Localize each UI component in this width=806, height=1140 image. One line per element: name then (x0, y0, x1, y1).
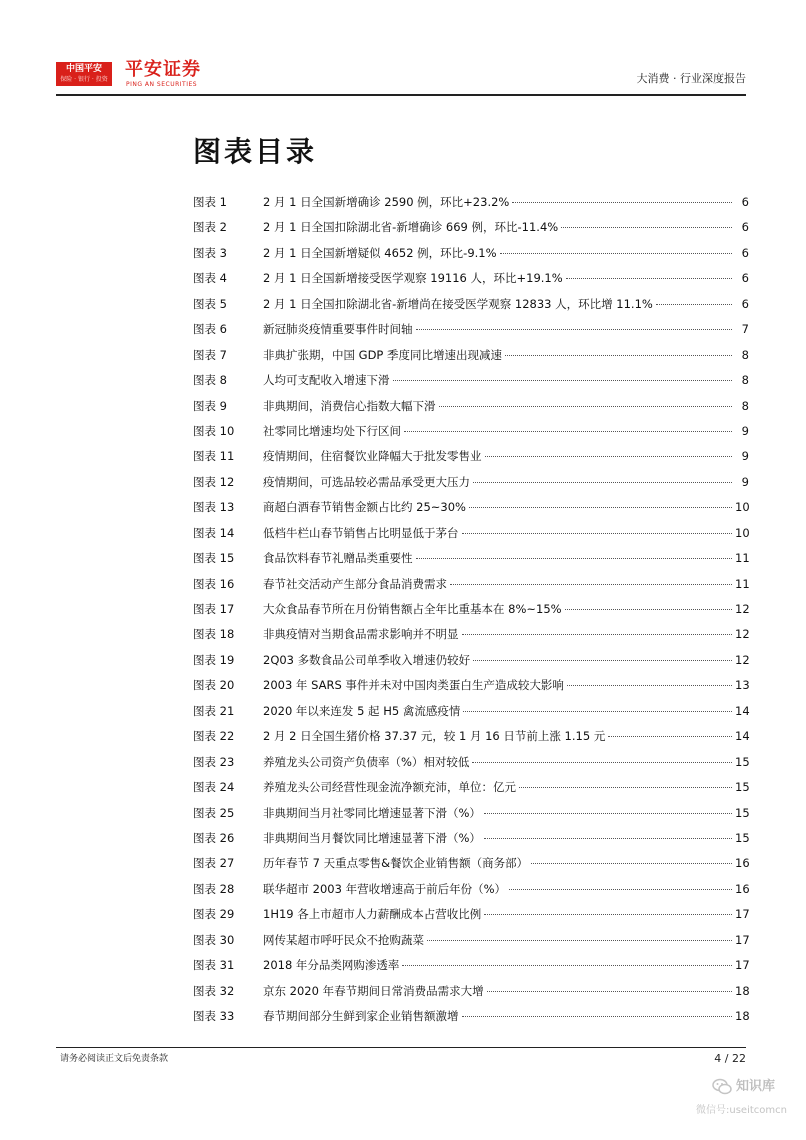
toc-entry-page: 12 (735, 627, 750, 642)
toc-dot-leader (462, 533, 733, 534)
toc-entry-title: 人均可支配收入增速下滑 (263, 373, 390, 388)
toc-entry-title: 食品饮料春节礼赠品类重要性 (263, 551, 413, 566)
toc-entry[interactable] (193, 881, 749, 906)
toc-entry-title: 春节期间部分生鲜到家企业销售额激增 (263, 1009, 459, 1023)
toc-entry-page: 6 (741, 220, 749, 235)
toc-entry-page: 9 (741, 474, 749, 489)
toc-entry-title: 大众食品春节所在月份销售额占全年比重基本在 8%~15% (263, 602, 562, 616)
toc-dot-leader (531, 863, 732, 864)
toc-dot-leader (519, 787, 732, 788)
toc-dot-leader (509, 889, 732, 890)
toc-entry-page: 16 (735, 856, 750, 871)
toc-entry-title: 京东 2020 年春节期间日常消费品需求大增 (263, 983, 484, 998)
toc-entry-label: 图表 6 (193, 322, 227, 337)
toc-entry-label: 图表 27 (193, 856, 235, 871)
page-header (0, 0, 806, 100)
toc-entry[interactable] (193, 601, 749, 626)
toc-entry[interactable] (193, 499, 749, 524)
page-number: 4 / 22 (714, 1052, 746, 1065)
toc-dot-leader (566, 278, 732, 279)
toc-entry[interactable] (193, 703, 749, 728)
toc-entry-title: 非典扩张期，中国 GDP 季度同比增速出现减速 (263, 347, 503, 362)
toc-entry-page: 7 (741, 322, 749, 337)
toc-entry[interactable] (193, 906, 749, 931)
toc-entry[interactable] (193, 728, 749, 753)
toc-dot-leader (427, 940, 732, 941)
toc-entry-page: 10 (735, 500, 750, 515)
toc-entry-page: 9 (741, 449, 749, 464)
toc-dot-leader (393, 380, 733, 381)
toc-entry[interactable] (193, 398, 749, 423)
toc-entry-page: 13 (735, 678, 750, 693)
toc-entry[interactable] (193, 474, 749, 499)
toc-entry[interactable] (193, 1008, 749, 1033)
toc-entry-page: 14 (735, 703, 750, 718)
toc-dot-leader (450, 584, 732, 585)
table-of-figures (193, 194, 749, 1033)
toc-entry-title: 2 月 1 日全国新增疑似 4652 例，环比-9.1% (263, 245, 497, 260)
toc-dot-leader (565, 609, 732, 610)
brand-name-cn: 平安证券 (125, 59, 201, 80)
toc-entry-label: 图表 2 (193, 220, 227, 235)
toc-dot-leader (484, 914, 732, 915)
toc-entry-page: 12 (735, 652, 750, 667)
toc-entry-page: 15 (735, 754, 750, 769)
toc-entry-page: 16 (735, 881, 750, 896)
toc-entry-page: 17 (735, 907, 750, 922)
toc-entry[interactable] (193, 754, 749, 779)
toc-entry-title: 2 月 2 日全国生猪价格 37.37 元，较 1 月 16 日节前上涨 1.15 元 (263, 729, 606, 744)
toc-entry-label: 图表 11 (193, 449, 235, 464)
toc-dot-leader (608, 736, 732, 737)
toc-entry-page: 14 (735, 729, 750, 744)
logo-bottom-text: 保险 · 银行 · 投资 (60, 76, 108, 83)
toc-entry-page: 17 (735, 958, 750, 973)
toc-entry[interactable] (193, 932, 749, 957)
toc-entry-page: 6 (741, 245, 749, 260)
toc-dot-leader (472, 762, 732, 763)
toc-entry-label: 图表 33 (193, 1009, 235, 1023)
toc-dot-leader (567, 685, 732, 686)
toc-entry-page: 6 (741, 296, 749, 311)
toc-entry-title: 养殖龙头公司资产负债率（%）相对较低 (263, 754, 470, 769)
toc-entry-label: 图表 31 (193, 958, 235, 973)
toc-entry-label: 图表 20 (193, 678, 235, 693)
toc-entry-page: 6 (741, 195, 749, 209)
toc-entry-label: 图表 1 (193, 195, 227, 209)
toc-entry-title: 非典期间当月餐饮同比增速显著下滑（%） (263, 830, 481, 845)
toc-entry-title: 新冠肺炎疫情重要事件时间轴 (263, 322, 413, 337)
toc-entry[interactable] (193, 957, 749, 982)
toc-entry-page: 11 (735, 551, 750, 566)
toc-entry-title: 低档牛栏山春节销售占比明显低于茅台 (263, 525, 459, 540)
toc-entry-page: 15 (735, 780, 750, 795)
toc-entry-label: 图表 30 (193, 932, 235, 947)
toc-entry-title: 疫情期间，可选品较必需品承受更大压力 (263, 474, 470, 489)
toc-entry-title: 2020 年以来连发 5 起 H5 禽流感疫情 (263, 703, 461, 718)
toc-dot-leader (484, 838, 732, 839)
toc-entry-label: 图表 4 (193, 271, 227, 286)
toc-entry-label: 图表 13 (193, 500, 235, 515)
toc-entry[interactable] (193, 830, 749, 855)
toc-entry[interactable] (193, 525, 749, 550)
toc-entry-label: 图表 18 (193, 627, 235, 642)
toc-entry[interactable] (193, 296, 749, 321)
toc-entry[interactable] (193, 194, 749, 219)
toc-entry-page: 15 (735, 830, 750, 845)
toc-entry-label: 图表 9 (193, 398, 227, 413)
toc-entry[interactable] (193, 423, 749, 448)
toc-dot-leader (463, 711, 732, 712)
toc-entry-title: 2 月 1 日全国扣除湖北省-新增尚在接受医学观察 12833 人，环比增 11.1% (263, 296, 653, 311)
brand-name-en: PING AN SECURITIES (126, 81, 198, 88)
toc-entry-label: 图表 16 (193, 576, 235, 591)
toc-entry-title: 疫情期间，住宿餐饮业降幅大于批发零售业 (263, 449, 482, 464)
toc-entry-label: 图表 17 (193, 602, 235, 616)
toc-entry-label: 图表 19 (193, 652, 235, 667)
toc-entry[interactable] (193, 779, 749, 804)
toc-dot-leader (484, 813, 732, 814)
toc-entry-title: 非典期间当月社零同比增速显著下滑（%） (263, 805, 481, 820)
toc-entry-label: 图表 25 (193, 805, 235, 820)
toc-entry-title: 2 月 1 日全国扣除湖北省-新增确诊 669 例，环比-11.4% (263, 220, 559, 235)
toc-entry-title: 社零同比增速均处下行区间 (263, 423, 401, 438)
toc-entry-page: 9 (741, 423, 749, 438)
toc-dot-leader (473, 482, 732, 483)
toc-entry-label: 图表 29 (193, 907, 235, 922)
toc-dot-leader (416, 329, 733, 330)
toc-dot-leader (473, 660, 732, 661)
toc-dot-leader (402, 965, 732, 966)
toc-entry-label: 图表 5 (193, 296, 227, 311)
toc-entry-page: 17 (735, 932, 750, 947)
toc-entry-title: 商超白酒春节销售金额占比约 25~30% (263, 500, 466, 515)
header-divider (56, 94, 746, 96)
toc-dot-leader (462, 1016, 733, 1017)
toc-entry-title: 非典期间，消费信心指数大幅下滑 (263, 398, 436, 413)
toc-entry[interactable] (193, 270, 749, 295)
toc-entry-title: 2 月 1 日全国新增接受医学观察 19116 人，环比+19.1% (263, 271, 563, 286)
toc-entry[interactable] (193, 626, 749, 651)
toc-entry-label: 图表 3 (193, 245, 227, 260)
toc-dot-leader (512, 202, 732, 203)
toc-entry-title: 1H19 各上市超市人力薪酬成本占营收比例 (263, 907, 482, 922)
toc-entry-title: 联华超市 2003 年营收增速高于前后年份（%） (263, 881, 507, 896)
toc-dot-leader (505, 355, 732, 356)
toc-dot-leader (656, 304, 732, 305)
toc-entry-title: 春节社交活动产生部分食品消费需求 (263, 576, 447, 591)
toc-entry-page: 8 (741, 373, 749, 388)
toc-entry-label: 图表 12 (193, 474, 235, 489)
toc-entry[interactable] (193, 372, 749, 397)
wechat-icon (712, 1078, 732, 1096)
toc-entry-label: 图表 23 (193, 754, 235, 769)
toc-entry[interactable] (193, 652, 749, 677)
toc-entry-page: 12 (735, 602, 750, 616)
toc-entry[interactable] (193, 805, 749, 830)
toc-entry-title: 2 月 1 日全国新增确诊 2590 例，环比+23.2% (263, 195, 510, 209)
watermark-account: 微信号:useitcomcn (696, 1105, 787, 1116)
toc-dot-leader (462, 634, 733, 635)
watermark-name: 知识库 (736, 1079, 776, 1094)
disclaimer-note: 请务必阅读正文后免责条款 (60, 1054, 169, 1064)
toc-entry[interactable] (193, 321, 749, 346)
toc-dot-leader (561, 227, 732, 228)
toc-entry-label: 图表 28 (193, 881, 235, 896)
toc-dot-leader (487, 991, 732, 992)
toc-dot-leader (469, 507, 732, 508)
toc-entry-page: 8 (741, 398, 749, 413)
toc-entry-page: 10 (735, 525, 750, 540)
toc-entry-page: 8 (741, 347, 749, 362)
toc-entry[interactable] (193, 347, 749, 372)
toc-dot-leader (500, 253, 732, 254)
toc-entry-label: 图表 22 (193, 729, 235, 744)
toc-entry-title: 历年春节 7 天重点零售&餐饮企业销售额（商务部） (263, 856, 529, 871)
toc-entry-label: 图表 32 (193, 983, 235, 998)
toc-dot-leader (416, 558, 733, 559)
toc-entry-label: 图表 24 (193, 780, 235, 795)
toc-entry-title: 2Q03 多数食品公司单季收入增速仍较好 (263, 652, 471, 667)
toc-entry-title: 非典疫情对当期食品需求影响并不明显 (263, 627, 459, 642)
toc-entry-page: 11 (735, 576, 750, 591)
footer-divider (56, 1047, 746, 1048)
toc-entry[interactable] (193, 245, 749, 270)
toc-entry[interactable] (193, 576, 749, 601)
ping-an-group-logo (56, 62, 112, 86)
page-title: 图表目录 (193, 135, 318, 168)
toc-entry[interactable] (193, 983, 749, 1008)
toc-entry-title: 2003 年 SARS 事件并未对中国肉类蛋白生产造成较大影响 (263, 678, 564, 693)
toc-entry-label: 图表 10 (193, 423, 235, 438)
toc-entry-title: 2018 年分品类网购渗透率 (263, 958, 400, 973)
toc-entry-title: 养殖龙头公司经营性现金流净额充沛，单位：亿元 (263, 780, 516, 795)
toc-entry[interactable] (193, 550, 749, 575)
toc-entry-label: 图表 14 (193, 525, 235, 540)
toc-entry-label: 图表 26 (193, 830, 235, 845)
toc-entry-page: 15 (735, 805, 750, 820)
toc-entry-label: 图表 21 (193, 703, 235, 718)
toc-entry-title: 网传某超市呼吁民众不抢购蔬菜 (263, 932, 424, 947)
toc-entry-label: 图表 7 (193, 347, 227, 362)
toc-dot-leader (485, 456, 733, 457)
toc-entry[interactable] (193, 855, 749, 880)
logo-top-text: 中国平安 (65, 64, 102, 74)
toc-entry-label: 图表 15 (193, 551, 235, 566)
toc-dot-leader (404, 431, 732, 432)
report-type: 大消费 · 行业深度报告 (636, 72, 746, 85)
toc-entry-page: 18 (735, 1009, 750, 1023)
toc-entry-page: 18 (735, 983, 750, 998)
toc-entry-label: 图表 8 (193, 373, 227, 388)
toc-entry[interactable] (193, 448, 749, 473)
toc-dot-leader (439, 406, 733, 407)
toc-entry[interactable] (193, 677, 749, 702)
toc-entry-page: 6 (741, 271, 749, 286)
toc-entry[interactable] (193, 219, 749, 244)
